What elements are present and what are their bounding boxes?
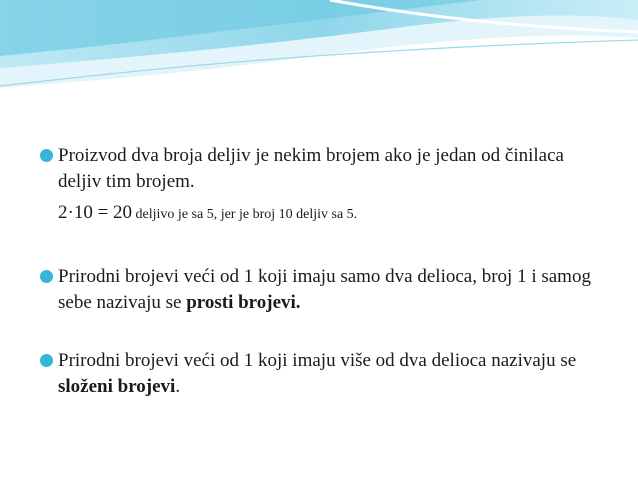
- bullet-text: Prirodni brojevi veći od 1 koji imaju više od dva delioca nazivaju se: [58, 350, 577, 371]
- bold-term: prosti brojevi.: [186, 292, 301, 313]
- bullet-item-2: [40, 264, 610, 316]
- bold-term: složeni brojevi: [58, 376, 176, 397]
- example-equation: 2·10 = 20: [58, 202, 133, 223]
- example-note: deljivo je sa 5, jer je broj 10 deljiv sa 5.: [132, 207, 358, 222]
- bullet-item-1: [40, 143, 610, 195]
- example-line: [58, 200, 357, 228]
- bullet-marker: [40, 354, 53, 367]
- bullet-marker: [40, 270, 53, 283]
- bullet-marker: [40, 149, 53, 162]
- bullet-item-3: [40, 348, 610, 400]
- bullet-text: Prirodni brojevi veći od 1 koji imaju samo dva delioca, broj 1 i samog sebe nazivaju se: [58, 266, 591, 313]
- bullet-text: Proizvod dva broja deljiv je nekim brojem ako je jedan od činilaca deljiv tim brojem.: [58, 145, 564, 192]
- bullet-text-end: .: [175, 376, 181, 397]
